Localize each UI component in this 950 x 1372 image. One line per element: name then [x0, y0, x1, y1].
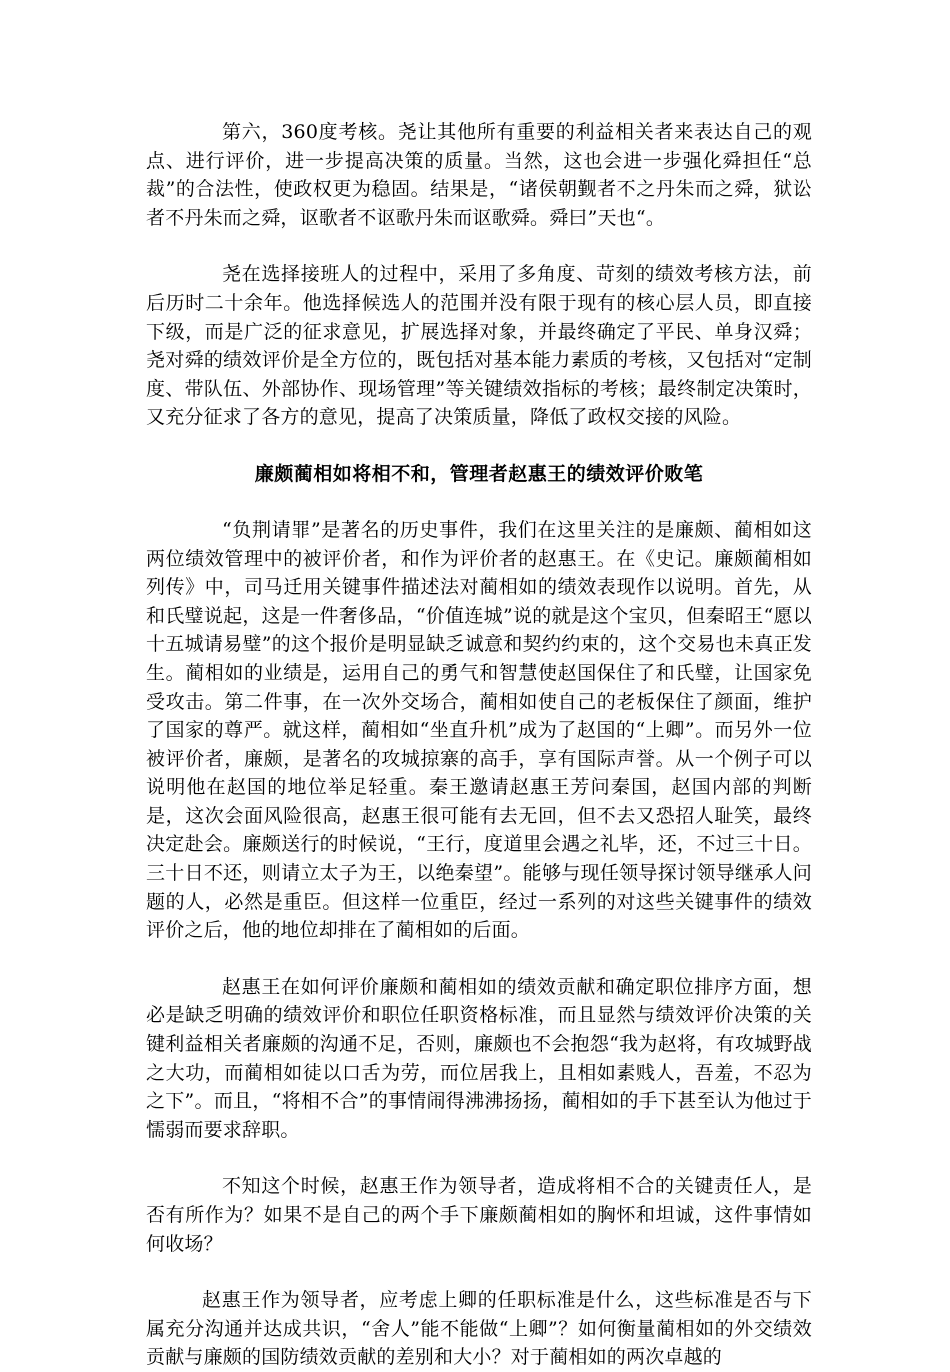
paragraph-fuqing-qingzui: “负荆请罪”是著名的历史事件，我们在这里关注的是廉颇、蔺相如这两位绩效管理中的被评价者，和作为评价者的赵惠王。在《史记。廉颇蔺相如列传》中，司马迁用关键事件描述法对蔺相如的绩效表现作以说明。首先，从和氏璧说起，这是一件奢侈品，“价值连城”说的就是这个宝贝，但秦昭王“愿以十五城请易璧”的这个报价是明显缺乏诚意和契约约束的，这个交易也未真正发生。蔺相如的业绩是，运用自己的勇气和智慧使赵国保住了和氏璧，让国家免受攻击。第二件事，在一次外交场合，蔺相如使自己的老板保住了颜面，维护了国家的尊严。就这样，蔺相如“坐直升机”成为了赵国的“上卿”。而另外一位被评价者，廉颇，是著名的攻城掠寨的高手，享有国际声誉。从一个例子可以说明他在赵国的地位举足轻重。秦王邀请赵惠王芳问秦国，赵国内部的判断是，这次会面风险很高，赵惠王很可能有去无回，但不去又恐招人耻笑，最终决定赴会。廉颇送行的时候说，“王行，度道里会遇之礼毕，还，不过三十日。三十日不还，则请立太子为王，以绝秦望”。能够与现任领导探讨领导继承人问题的人，必然是重臣。但这样一位重臣，经过一系列的对这些关键事件的绩效评价之后，他的地位却排在了蔺相如的后面。 — [146, 518, 812, 942]
paragraph-zhao-evaluation: 赵惠王在如何评价廉颇和蔺相如的绩效贡献和确定职位排序方面，想必是缺乏明确的绩效评价和职位任职资格标准，而且显然与绩效评价决策的关键利益相关者廉颇的沟通不足，否则，廉颇也不会抱怨“我为赵将，有攻城野战之大功，而蔺相如徒以口舌为劳，而位居我上，且相如素贱人，吾羞，不忍为之下”。而且，“将相不合”的事情闹得沸沸扬扬，蔺相如的手下甚至认为他过于懦弱而要求辞职。 — [146, 975, 812, 1141]
paragraph-360-review: 第六，360度考核。尧让其他所有重要的利益相关者来表达自己的观点、进行评价，进一步提高决策的质量。当然，这也会进一步强化舜担任“总裁”的合法性，使政权更为稳固。结果是，“诸侯朝觐者不之丹朱而之舜，狱讼者不丹朱而之舜，讴歌者不讴歌丹朱而讴歌舜。舜曰”天也“。 — [146, 121, 812, 229]
document-page — [146, 118, 812, 1372]
paragraph-yao-succession: 尧在选择接班人的过程中，采用了多角度、苛刻的绩效考核方法，前后历时二十余年。他选择候选人的范围并没有限于现有的核心层人员，即直接下级，而是广泛的征求意见，扩展选择对象，并最终确定了平民、单身汉舜；尧对舜的绩效评价是全方位的，既包括对基本能力素质的考核，又包括对“定制度、带队伍、外部协作、现场管理”等关键绩效指标的考核；最终制定决策时，又充分征求了各方的意见，提高了决策质量，降低了政权交接的风险。 — [146, 263, 812, 429]
paragraph-leader-consideration: 赵惠王作为领导者，应考虑上卿的任职标准是什么，这些标准是否与下属充分沟通并达成共识，“舍人”能不能做“上卿”？如何衡量蔺相如的外交绩效贡献与廉颇的国防绩效贡献的差别和大小？对于蔺相如的两次卓越的 — [146, 1289, 812, 1369]
paragraph-question: 不知这个时候，赵惠王作为领导者，造成将相不合的关键责任人，是否有所作为？如果不是自己的两个手下廉颇蔺相如的胸怀和坦诚，这件事情如何收场？ — [146, 1175, 812, 1255]
section-heading: 廉颇蔺相如将相不和，管理者赵惠王的绩效评价败笔 — [254, 462, 704, 485]
